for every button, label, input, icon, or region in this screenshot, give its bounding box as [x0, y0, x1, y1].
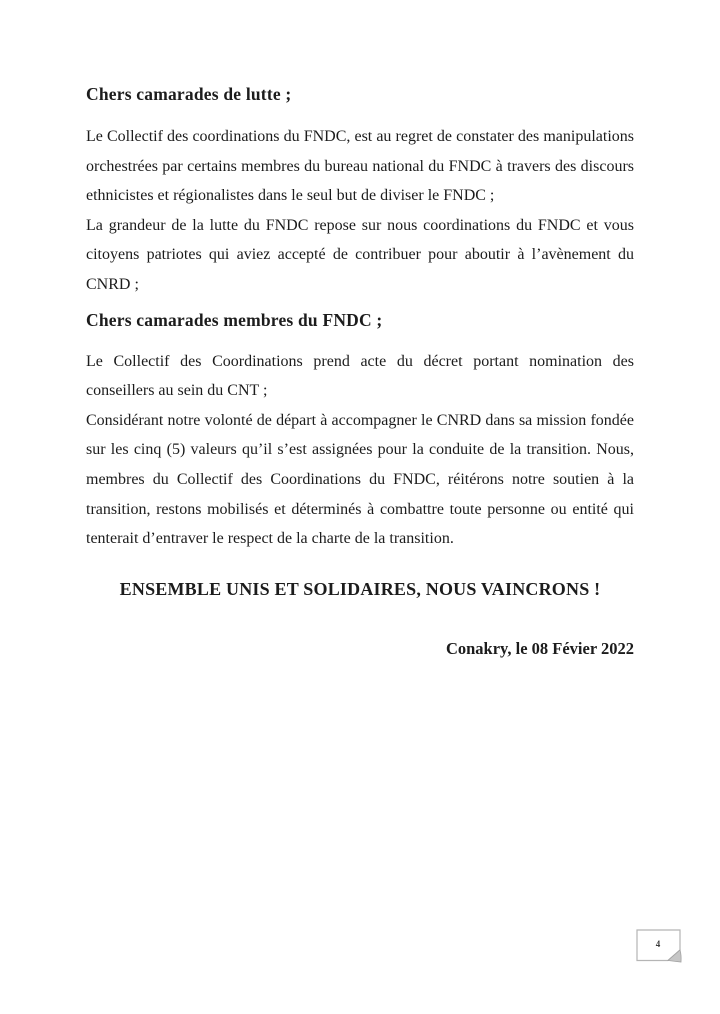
dateline: Conakry, le 08 Févier 2022 [445, 638, 634, 658]
paragraph-grandeur-lutte: La grandeur de la lutte du FNDC repose sur nous coordinations du FNDC et vous citoyens patriotes qui aviez accepté de contribuer pour aboutir à l’avènement du CNRD ; [86, 216, 634, 293]
paragraph-considerant-transition: Considérant notre volonté de départ à accompagner le CNRD dans sa mission fondée sur les cinq (5) valeurs qu’il s’est assignées pour la conduite de la transition. Nous, membres du Collectif des Coordinations du FNDC, réitérons notre soutien à la transition, restons mobilisés et déterminés à combattre toute personne ou entité qui tenterait d’entraver le respect de la charte de la transition. [86, 411, 634, 548]
paragraph-collectif-regret: Le Collectif des coordinations du FNDC, est au regret de constater des manipulations orchestrées par certains membres du bureau national du FNDC à travers des discours ethnicistes et régionalistes dans le seul but de diviser le FNDC ; [86, 128, 634, 205]
page-number: 4 [655, 939, 661, 949]
paragraph-decret-cnt: Le Collectif des Coordinations prend acte du décret portant nomination des conseillers au sein du CNT ; [86, 352, 634, 400]
page-number-badge [636, 929, 684, 967]
salutation-heading-lutte: Chers camarades de lutte ; [86, 84, 292, 104]
letter-body [86, 84, 634, 659]
salutation-heading-membres: Chers camarades membres du FNDC ; [86, 309, 383, 330]
slogan-line: ENSEMBLE UNIS ET SOLIDAIRES, NOUS VAINCRONS ! [119, 578, 601, 599]
